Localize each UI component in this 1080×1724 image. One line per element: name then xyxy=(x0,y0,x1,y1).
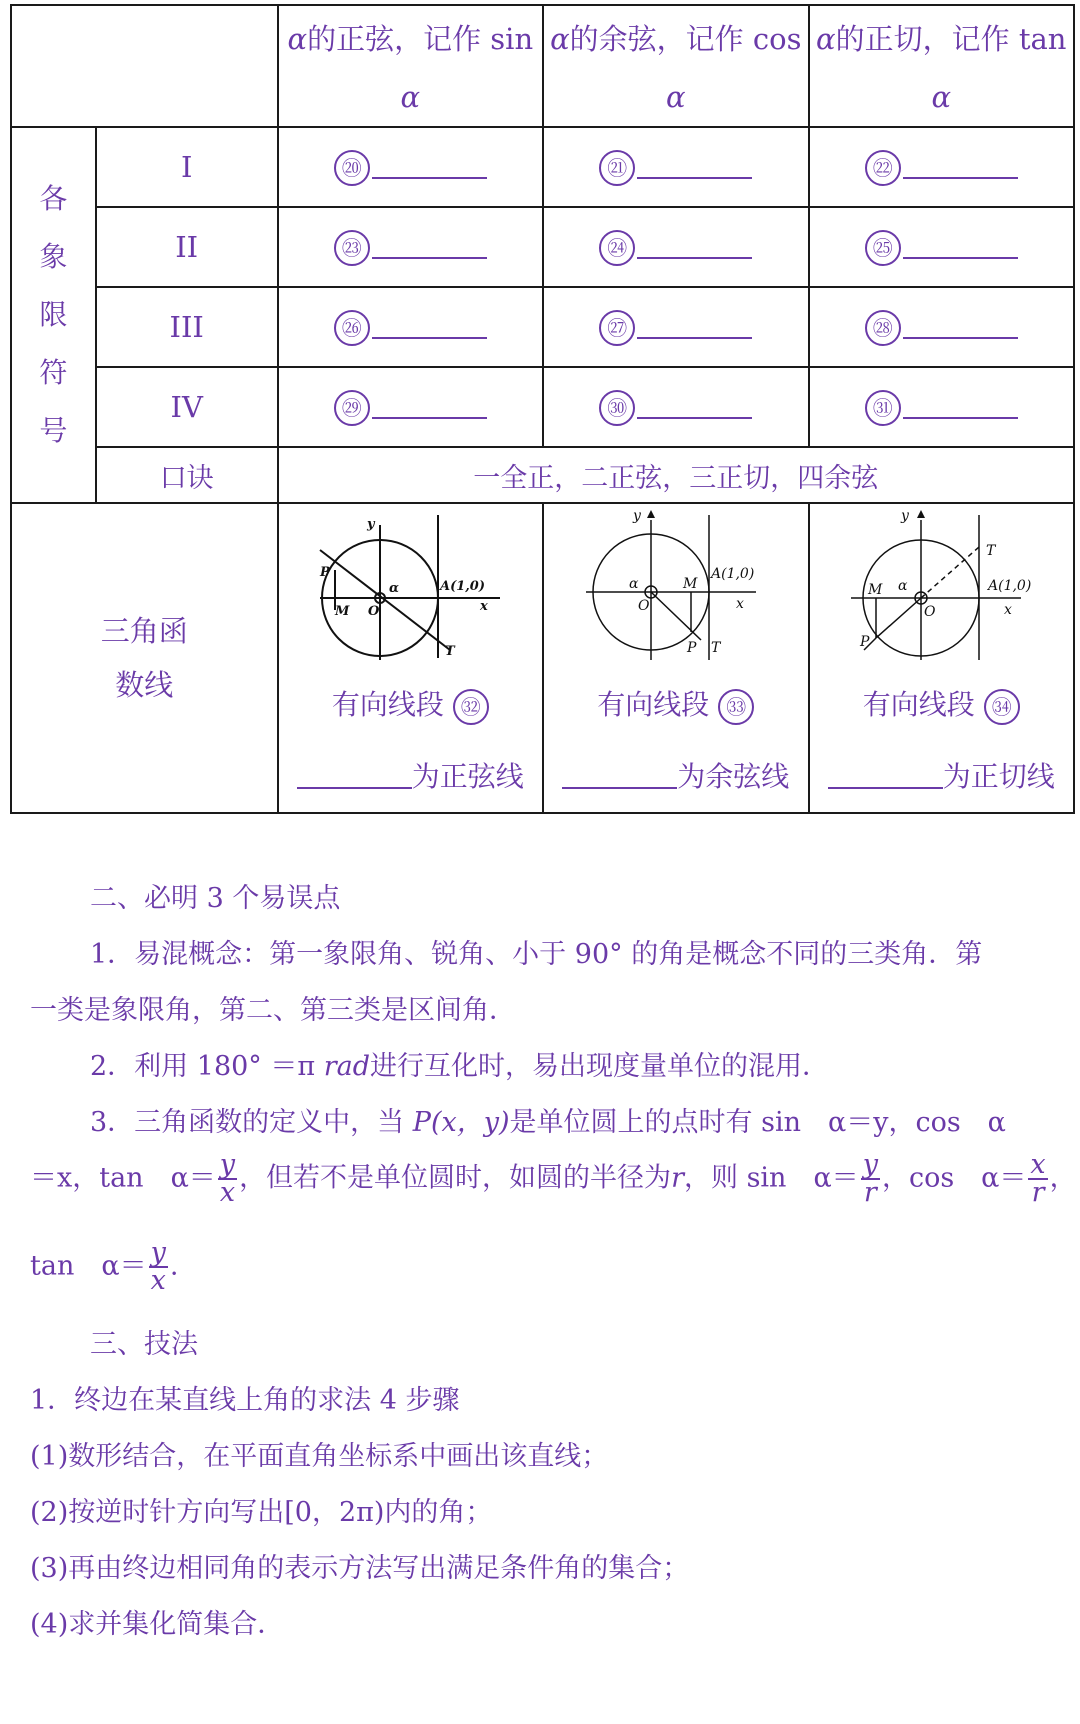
table-row xyxy=(11,127,1074,207)
point-3-line-2: ＝x，tan α＝ $\frac{y}{x}$ ，但若不是单位圆时，如圆的半径为r，则 sin α＝ $\frac{y}{r}$ ，cos α＝ $\frac{x}{r}$ ， xyxy=(30,1149,1077,1208)
label-char: 符 xyxy=(39,356,68,389)
tangent-line-cell xyxy=(809,503,1075,813)
header-sin: α的正弦，记作 sin α xyxy=(278,5,543,127)
technique-step-3: (3)再由终边相同角的表示方法写出满足条件角的集合； xyxy=(30,1553,690,1584)
header-tan: α的正切，记作 tan α xyxy=(809,5,1075,127)
blank-23[interactable]: ㉓ xyxy=(278,207,543,287)
sine-line-cell xyxy=(278,503,543,813)
label-char: 各 xyxy=(39,182,68,215)
sine-line-diagram xyxy=(315,510,505,665)
blank-30[interactable]: ㉚ xyxy=(543,367,808,447)
label-x: x xyxy=(1004,602,1013,618)
label-P: P xyxy=(860,634,870,650)
table-row xyxy=(11,367,1074,447)
section-2-title: 二、必明 3 个易误点 xyxy=(90,883,341,914)
label-O: O xyxy=(637,598,650,614)
blank-25[interactable]: ㉕ xyxy=(809,207,1075,287)
label-T: T xyxy=(710,640,721,656)
label-char: 号 xyxy=(39,414,68,447)
section-3-title: 三、技法 xyxy=(90,1329,198,1360)
label-A: A(1,0) xyxy=(440,579,486,594)
segment-3: 有向线段 ㉞ xyxy=(810,683,1074,725)
table-row xyxy=(11,207,1074,287)
label-x: x xyxy=(735,596,744,612)
technique-step-1: (1)数形结合，在平面直角坐标系中画出该直线； xyxy=(30,1441,609,1472)
point-2: 2．利用 180° ＝π rad进行互化时，易出现度量单位的混用． xyxy=(90,1051,830,1082)
quadrant-sign-label xyxy=(11,127,96,503)
blank-26[interactable]: ㉖ xyxy=(278,287,543,367)
label-alpha: α xyxy=(389,581,400,596)
label-P: P xyxy=(320,565,331,580)
cosine-line-diagram xyxy=(581,510,771,665)
mnemonic-text: 一全正，二正弦，三正切，四余弦 xyxy=(278,447,1074,503)
blank-21[interactable]: ㉑ xyxy=(543,127,808,207)
label-A: A(1,0) xyxy=(988,578,1032,594)
label-P: P xyxy=(686,640,697,656)
label-M: M xyxy=(335,604,350,619)
technique-step-2: (2)按逆时针方向写出[0，2π)内的角； xyxy=(30,1497,493,1528)
label-alpha: α xyxy=(628,576,639,592)
mnemonic-row xyxy=(11,447,1074,503)
point-1-line-2: 一类是象限角，第二、第三类是区间角． xyxy=(30,995,516,1026)
blank-29[interactable]: ㉙ xyxy=(278,367,543,447)
table-row xyxy=(11,287,1074,367)
trig-lines-label-2: 数线 xyxy=(115,668,174,702)
point-3-line-3: tan α＝ $\frac{y}{x}$ . xyxy=(30,1237,179,1296)
point-1-line-1: 1．易混概念：第一象限角、锐角、小于 90° 的角是概念不同的三类角．第 xyxy=(90,939,983,970)
trig-lines-label-1: 三角函 xyxy=(100,614,188,648)
label-A: A(1,0) xyxy=(710,566,755,582)
label-char: 限 xyxy=(39,298,68,331)
segment-2: 有向线段 ㉝ xyxy=(544,683,807,725)
label-alpha: α xyxy=(898,578,908,594)
segment-1-answer[interactable]: 为正弦线 xyxy=(279,755,542,795)
trig-lines-row xyxy=(11,503,1074,813)
blank-22[interactable]: ㉒ xyxy=(809,127,1075,207)
quadrant-3: III xyxy=(96,287,278,367)
label-y: y xyxy=(367,517,375,532)
blank-27[interactable]: ㉗ xyxy=(543,287,808,367)
quadrant-4: IV xyxy=(96,367,278,447)
header-cos: α的余弦，记作 cos α xyxy=(543,5,808,127)
trig-table xyxy=(10,4,1075,814)
point-3-line-1: 3．三角函数的定义中，当 P(x，y)是单位圆上的点时有 sin α＝y，cos α xyxy=(90,1107,1006,1138)
segment-1: 有向线段 ㉜ xyxy=(279,683,542,725)
trig-lines-label xyxy=(11,503,278,813)
quadrant-2: II xyxy=(96,207,278,287)
technique-1: 1．终边在某直线上角的求法 4 步骤 xyxy=(30,1385,460,1416)
label-M: M xyxy=(682,576,698,592)
blank-24[interactable]: ㉔ xyxy=(543,207,808,287)
label-M: M xyxy=(868,582,883,598)
label-T: T xyxy=(445,644,455,659)
label-O: O xyxy=(924,604,936,620)
label-y: y xyxy=(632,510,641,524)
label-char: 象 xyxy=(39,240,68,273)
empty-header-cell xyxy=(11,5,278,127)
mnemonic-label: 口诀 xyxy=(96,447,278,503)
blank-28[interactable]: ㉘ xyxy=(809,287,1075,367)
quadrant-1: I xyxy=(96,127,278,207)
blank-31[interactable]: ㉛ xyxy=(809,367,1075,447)
label-x: x xyxy=(480,599,489,614)
segment-3-answer[interactable]: 为正切线 xyxy=(810,755,1074,795)
cosine-line-cell xyxy=(543,503,808,813)
segment-2-answer[interactable]: 为余弦线 xyxy=(544,755,807,795)
label-O: O xyxy=(368,604,380,619)
technique-step-4: (4)求并集化简集合． xyxy=(30,1609,285,1640)
tangent-line-diagram xyxy=(846,510,1036,665)
blank-20[interactable]: ⑳ xyxy=(278,127,543,207)
label-y: y xyxy=(901,510,910,524)
label-T: T xyxy=(986,543,996,559)
table-header-row xyxy=(11,5,1074,127)
